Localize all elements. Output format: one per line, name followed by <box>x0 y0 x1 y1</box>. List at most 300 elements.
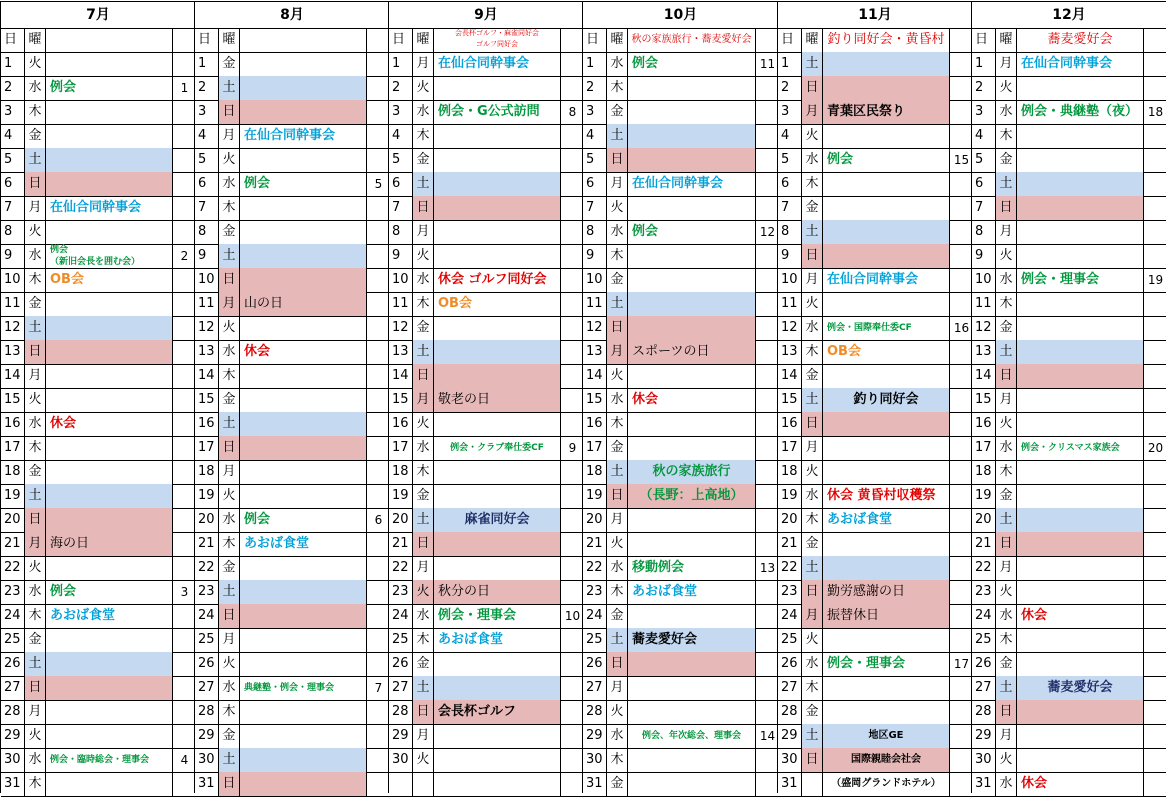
day-row <box>778 628 972 653</box>
day-number: 23 <box>1 580 25 604</box>
day-number: 13 <box>583 340 607 364</box>
meeting-number <box>757 124 778 148</box>
day-number: 31 <box>583 772 607 796</box>
day-number: 9 <box>1 244 25 268</box>
weekday: 木 <box>25 268 46 292</box>
day-row <box>1 244 195 269</box>
day-number: 5 <box>195 148 219 172</box>
meeting-number <box>951 676 972 700</box>
weekday: 土 <box>25 484 46 508</box>
day-number: 24 <box>583 604 607 628</box>
event-text <box>46 772 173 796</box>
meeting-number <box>757 364 778 388</box>
meeting-number <box>174 100 195 124</box>
event-text <box>628 100 756 124</box>
day-number: 7 <box>389 196 413 220</box>
day-row <box>972 292 1166 317</box>
weekday: 金 <box>25 460 46 484</box>
event-text <box>240 748 367 772</box>
day-number: 30 <box>778 748 802 772</box>
day-row <box>972 508 1166 533</box>
day-row <box>389 412 583 437</box>
meeting-number <box>368 580 389 604</box>
day-number: 4 <box>1 124 25 148</box>
day-number: 23 <box>778 580 802 604</box>
day-row <box>1 676 195 701</box>
weekday: 金 <box>607 100 628 124</box>
meeting-number <box>174 196 195 220</box>
event-text <box>46 292 173 316</box>
day-row <box>195 292 389 317</box>
weekday: 土 <box>413 508 434 532</box>
meeting-number <box>951 580 972 604</box>
day-row <box>1 652 195 677</box>
meeting-number <box>368 748 389 772</box>
weekday: 月 <box>996 724 1017 748</box>
event-text <box>1017 292 1144 316</box>
day-row <box>778 724 972 749</box>
weekday-header: 曜 <box>607 28 628 52</box>
day-row <box>195 604 389 629</box>
day-number: 15 <box>778 388 802 412</box>
weekday: 水 <box>219 340 240 364</box>
day-number: 8 <box>195 220 219 244</box>
day-row <box>778 700 972 725</box>
meeting-number <box>951 268 972 292</box>
day-row <box>195 412 389 437</box>
day-number: 17 <box>195 436 219 460</box>
weekday: 日 <box>996 196 1017 220</box>
column-header-row <box>778 28 972 53</box>
day-number: 7 <box>195 196 219 220</box>
weekday: 木 <box>607 748 628 772</box>
weekday: 月 <box>802 268 823 292</box>
meeting-number <box>951 628 972 652</box>
weekday: 水 <box>996 268 1017 292</box>
day-row <box>583 388 778 413</box>
day-number: 26 <box>1 652 25 676</box>
day-row <box>195 628 389 653</box>
event-text <box>240 460 367 484</box>
weekday: 木 <box>413 292 434 316</box>
meeting-number <box>951 388 972 412</box>
day-number: 21 <box>1 532 25 556</box>
day-row <box>195 484 389 509</box>
event-text <box>240 628 367 652</box>
column-header-row <box>972 28 1166 53</box>
event-text <box>1017 244 1144 268</box>
meeting-number <box>1145 412 1166 436</box>
event-text <box>240 700 367 724</box>
day-row <box>1 772 195 797</box>
weekday: 火 <box>802 628 823 652</box>
meeting-number <box>757 772 778 796</box>
day-number: 4 <box>972 124 996 148</box>
day-number: 5 <box>583 148 607 172</box>
weekday: 土 <box>413 340 434 364</box>
event-text <box>1017 340 1144 364</box>
day-number: 6 <box>195 172 219 196</box>
day-row <box>389 172 583 197</box>
weekday: 金 <box>996 316 1017 340</box>
day-row <box>389 580 583 605</box>
month-title: 12月 <box>972 1 1166 29</box>
event-text <box>823 628 950 652</box>
event-text: 在仙合同幹事会 <box>46 196 173 220</box>
day-row <box>583 100 778 125</box>
day-number: 17 <box>1 436 25 460</box>
weekday: 日 <box>413 700 434 724</box>
event-text <box>46 364 173 388</box>
meeting-number <box>951 532 972 556</box>
meeting-number <box>951 412 972 436</box>
day-row <box>389 460 583 485</box>
day-number: 7 <box>972 196 996 220</box>
event-text: スポーツの日 <box>628 340 756 364</box>
meeting-number <box>174 340 195 364</box>
event-text <box>46 700 173 724</box>
event-text: 例会 <box>240 172 367 196</box>
event-text <box>1017 172 1144 196</box>
meeting-number: 14 <box>759 729 776 743</box>
weekday: 土 <box>219 76 240 100</box>
day-number: 2 <box>389 76 413 100</box>
day-row <box>195 580 389 605</box>
month-column <box>388 1 583 793</box>
event-text <box>1017 484 1144 508</box>
event-text <box>1017 724 1144 748</box>
weekday: 金 <box>25 124 46 148</box>
day-number: 8 <box>583 220 607 244</box>
event-text <box>240 652 367 676</box>
day-number: 16 <box>583 412 607 436</box>
weekday: 水 <box>25 748 46 772</box>
event-text <box>46 388 173 412</box>
day-number: 11 <box>195 292 219 316</box>
day-row <box>583 436 778 461</box>
weekday: 月 <box>25 700 46 724</box>
day-number: 22 <box>1 556 25 580</box>
event-text: 在仙合同幹事会 <box>1017 52 1144 76</box>
day-row <box>389 724 583 749</box>
meeting-number-header <box>951 28 972 52</box>
day-number: 4 <box>778 124 802 148</box>
meeting-number <box>562 52 583 76</box>
day-row <box>195 196 389 221</box>
weekday: 木 <box>802 172 823 196</box>
event-text <box>240 52 367 76</box>
meeting-number <box>1145 772 1166 796</box>
day-row <box>972 652 1166 677</box>
day-number: 20 <box>972 508 996 532</box>
event-text <box>823 196 950 220</box>
weekday: 火 <box>607 700 628 724</box>
weekday: 木 <box>996 460 1017 484</box>
event-text <box>823 124 950 148</box>
event-text <box>1017 412 1144 436</box>
meeting-number <box>562 220 583 244</box>
weekday: 水 <box>25 76 46 100</box>
day-row <box>972 316 1166 341</box>
day-row <box>778 748 972 773</box>
meeting-number <box>174 604 195 628</box>
day-number: 8 <box>778 220 802 244</box>
weekday: 木 <box>802 508 823 532</box>
weekday: 水 <box>219 676 240 700</box>
event-text <box>1017 388 1144 412</box>
day-row <box>972 460 1166 485</box>
weekday: 金 <box>607 268 628 292</box>
day-number: 30 <box>389 748 413 772</box>
day-number: 11 <box>972 292 996 316</box>
event-text: 振替休日 <box>823 604 950 628</box>
meeting-number <box>951 124 972 148</box>
day-row <box>583 748 778 773</box>
event-text <box>240 772 367 796</box>
day-number: 22 <box>972 556 996 580</box>
event-text <box>434 724 561 748</box>
event-text <box>628 412 756 436</box>
day-row <box>389 628 583 653</box>
weekday: 月 <box>802 100 823 124</box>
weekday: 木 <box>802 340 823 364</box>
weekday: 金 <box>219 724 240 748</box>
event-text: 例会・臨時総会・理事会 <box>46 748 173 772</box>
weekday: 月 <box>413 556 434 580</box>
day-row <box>1 268 195 293</box>
meeting-number: 10 <box>564 609 581 623</box>
day-row <box>583 772 778 797</box>
month-header-event <box>46 28 173 52</box>
event-text <box>823 244 950 268</box>
event-text <box>1017 124 1144 148</box>
meeting-number <box>562 652 583 676</box>
day-number: 26 <box>778 652 802 676</box>
event-text <box>240 196 367 220</box>
meeting-number <box>368 652 389 676</box>
meeting-number <box>562 484 583 508</box>
weekday: 金 <box>219 556 240 580</box>
day-number: 13 <box>778 340 802 364</box>
day-number: 3 <box>778 100 802 124</box>
weekday: 土 <box>413 676 434 700</box>
event-text <box>46 124 173 148</box>
meeting-number <box>951 700 972 724</box>
weekday: 月 <box>413 52 434 76</box>
meeting-number <box>1145 676 1166 700</box>
meeting-number <box>562 76 583 100</box>
event-text: 例会・典継塾（夜） <box>1017 100 1144 124</box>
meeting-number <box>1145 628 1166 652</box>
event-text: あおば食堂 <box>823 508 950 532</box>
event-text <box>628 76 756 100</box>
day-row <box>1 532 195 557</box>
meeting-number <box>1145 460 1166 484</box>
day-number: 24 <box>1 604 25 628</box>
day-row <box>972 340 1166 365</box>
event-text: 在仙合同幹事会 <box>434 52 561 76</box>
meeting-number-header <box>174 28 195 52</box>
day-number: 29 <box>1 724 25 748</box>
weekday: 木 <box>996 124 1017 148</box>
day-row <box>583 76 778 101</box>
event-text: 例会・理事会 <box>434 604 561 628</box>
day-row <box>1 436 195 461</box>
weekday: 日 <box>802 76 823 100</box>
event-text <box>240 436 367 460</box>
meeting-number <box>951 508 972 532</box>
event-text <box>823 556 950 580</box>
day-number: 26 <box>972 652 996 676</box>
weekday: 月 <box>219 124 240 148</box>
meeting-number <box>757 196 778 220</box>
day-row <box>1 604 195 629</box>
event-text <box>628 652 756 676</box>
weekday: 土 <box>802 220 823 244</box>
day-number: 27 <box>389 676 413 700</box>
day-number: 18 <box>583 460 607 484</box>
event-text <box>434 148 561 172</box>
day-row <box>778 772 972 797</box>
meeting-number <box>757 484 778 508</box>
meeting-number <box>368 484 389 508</box>
day-row <box>583 244 778 269</box>
meeting-number <box>562 700 583 724</box>
event-text <box>434 484 561 508</box>
day-number: 29 <box>972 724 996 748</box>
meeting-number-header <box>368 28 389 52</box>
event-text <box>628 316 756 340</box>
day-number: 15 <box>389 388 413 412</box>
day-number: 1 <box>389 52 413 76</box>
day-number: 5 <box>778 148 802 172</box>
weekday: 土 <box>607 460 628 484</box>
meeting-number <box>1145 340 1166 364</box>
event-text: 国際親睦会社会 <box>823 748 950 772</box>
day-row <box>778 388 972 413</box>
day-row <box>583 532 778 557</box>
weekday: 火 <box>413 580 434 604</box>
day-row <box>195 220 389 245</box>
event-text <box>628 268 756 292</box>
day-number: 28 <box>195 700 219 724</box>
weekday: 土 <box>25 148 46 172</box>
weekday: 水 <box>413 436 434 460</box>
day-number: 21 <box>195 532 219 556</box>
event-text <box>46 484 173 508</box>
weekday: 日 <box>996 364 1017 388</box>
weekday: 日 <box>219 436 240 460</box>
day-number: 25 <box>195 628 219 652</box>
meeting-number <box>951 220 972 244</box>
event-text: 例会・クラブ奉仕委CF <box>434 436 561 460</box>
event-text: 例会・国際奉仕委CF <box>823 316 950 340</box>
event-text <box>240 316 367 340</box>
weekday: 火 <box>996 412 1017 436</box>
day-row <box>389 652 583 677</box>
meeting-number <box>562 412 583 436</box>
day-number: 21 <box>778 532 802 556</box>
meeting-number <box>1145 532 1166 556</box>
day-number: 10 <box>778 268 802 292</box>
meeting-number <box>1145 508 1166 532</box>
meeting-number <box>562 196 583 220</box>
event-text: あおば食堂 <box>46 604 173 628</box>
meeting-number: 12 <box>759 225 776 239</box>
meeting-number <box>562 268 583 292</box>
weekday: 水 <box>802 652 823 676</box>
day-row <box>195 460 389 485</box>
weekday: 月 <box>996 556 1017 580</box>
weekday: 土 <box>996 172 1017 196</box>
day-row <box>583 508 778 533</box>
event-text <box>434 124 561 148</box>
weekday: 火 <box>607 364 628 388</box>
day-number: 17 <box>972 436 996 460</box>
weekday: 火 <box>219 148 240 172</box>
meeting-number <box>1145 292 1166 316</box>
day-number: 21 <box>972 532 996 556</box>
day-number: 7 <box>778 196 802 220</box>
event-text <box>823 172 950 196</box>
event-text <box>434 772 561 796</box>
meeting-number <box>368 700 389 724</box>
meeting-number <box>1145 196 1166 220</box>
day-number: 30 <box>1 748 25 772</box>
day-row <box>1 700 195 725</box>
event-text <box>434 652 561 676</box>
day-number: 19 <box>1 484 25 508</box>
day-row <box>389 76 583 101</box>
day-row <box>389 748 583 773</box>
weekday: 土 <box>802 388 823 412</box>
day-row <box>583 316 778 341</box>
day-row <box>389 292 583 317</box>
meeting-number <box>368 196 389 220</box>
event-text <box>434 172 561 196</box>
meeting-number <box>368 292 389 316</box>
weekday <box>802 772 823 796</box>
meeting-number <box>951 292 972 316</box>
event-text: あおば食堂 <box>434 628 561 652</box>
day-row <box>778 484 972 509</box>
meeting-number <box>174 628 195 652</box>
weekday: 日 <box>219 604 240 628</box>
weekday: 金 <box>219 52 240 76</box>
meeting-number <box>951 100 972 124</box>
day-row <box>972 532 1166 557</box>
event-text <box>240 484 367 508</box>
event-text <box>46 508 173 532</box>
meeting-number <box>368 76 389 100</box>
meeting-number: 16 <box>953 321 970 335</box>
day-row <box>778 460 972 485</box>
day-number: 21 <box>389 532 413 556</box>
day-row <box>778 604 972 629</box>
day-row <box>778 52 972 77</box>
event-text <box>46 724 173 748</box>
meeting-number <box>757 580 778 604</box>
meeting-number <box>368 244 389 268</box>
meeting-number <box>757 604 778 628</box>
meeting-number: 13 <box>759 561 776 575</box>
weekday: 土 <box>802 52 823 76</box>
weekday: 木 <box>413 124 434 148</box>
day-row <box>583 196 778 221</box>
day-number: 2 <box>972 76 996 100</box>
day-row <box>972 604 1166 629</box>
meeting-number <box>951 556 972 580</box>
